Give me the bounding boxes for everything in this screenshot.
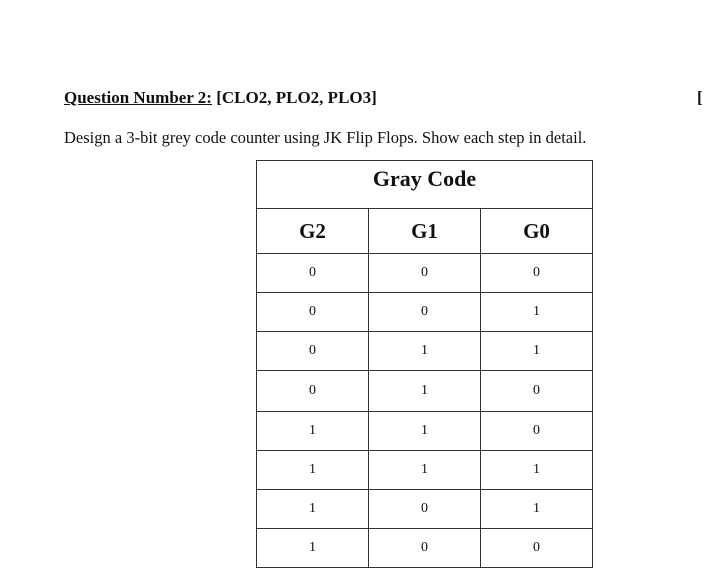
cell-g1: 1 [369,412,481,451]
cell-g2: 1 [257,529,369,568]
cell-g2: 0 [257,293,369,332]
header-g1: G1 [369,209,481,254]
table-row [257,490,593,529]
question-prompt: Design a 3-bit grey code counter using JK Flip Flops. Show each step in detail. [64,128,587,147]
cell-g2: 1 [257,451,369,490]
cell-g0: 0 [481,529,593,568]
table-row [257,293,593,332]
cell-g0: 1 [481,490,593,529]
cell-g2: 0 [257,332,369,371]
table-row [257,529,593,568]
cell-g1: 0 [369,293,481,332]
cell-g1: 1 [369,371,481,412]
cell-g2: 0 [257,254,369,293]
header-g0: G0 [481,209,593,254]
table-row [257,332,593,371]
table-row [257,451,593,490]
cell-g0: 0 [481,254,593,293]
cell-g1: 1 [369,451,481,490]
cell-g2: 1 [257,412,369,451]
table-title: Gray Code [257,161,593,209]
header-g2: G2 [257,209,369,254]
gray-code-table [256,160,593,568]
cell-g2: 1 [257,490,369,529]
cell-g1: 0 [369,254,481,293]
question-codes: [CLO2, PLO2, PLO3] [216,88,377,107]
table-row [257,412,593,451]
cell-g1: 1 [369,332,481,371]
cell-g0: 1 [481,293,593,332]
cell-g0: 0 [481,371,593,412]
table-row [257,371,593,412]
margin-bracket: [ [697,88,703,107]
cell-g0: 1 [481,332,593,371]
cell-g0: 1 [481,451,593,490]
cell-g0: 0 [481,412,593,451]
question-heading [64,88,377,108]
cell-g1: 0 [369,529,481,568]
question-number: Question Number 2: [64,88,212,107]
cell-g2: 0 [257,371,369,412]
table-row [257,254,593,293]
cell-g1: 0 [369,490,481,529]
